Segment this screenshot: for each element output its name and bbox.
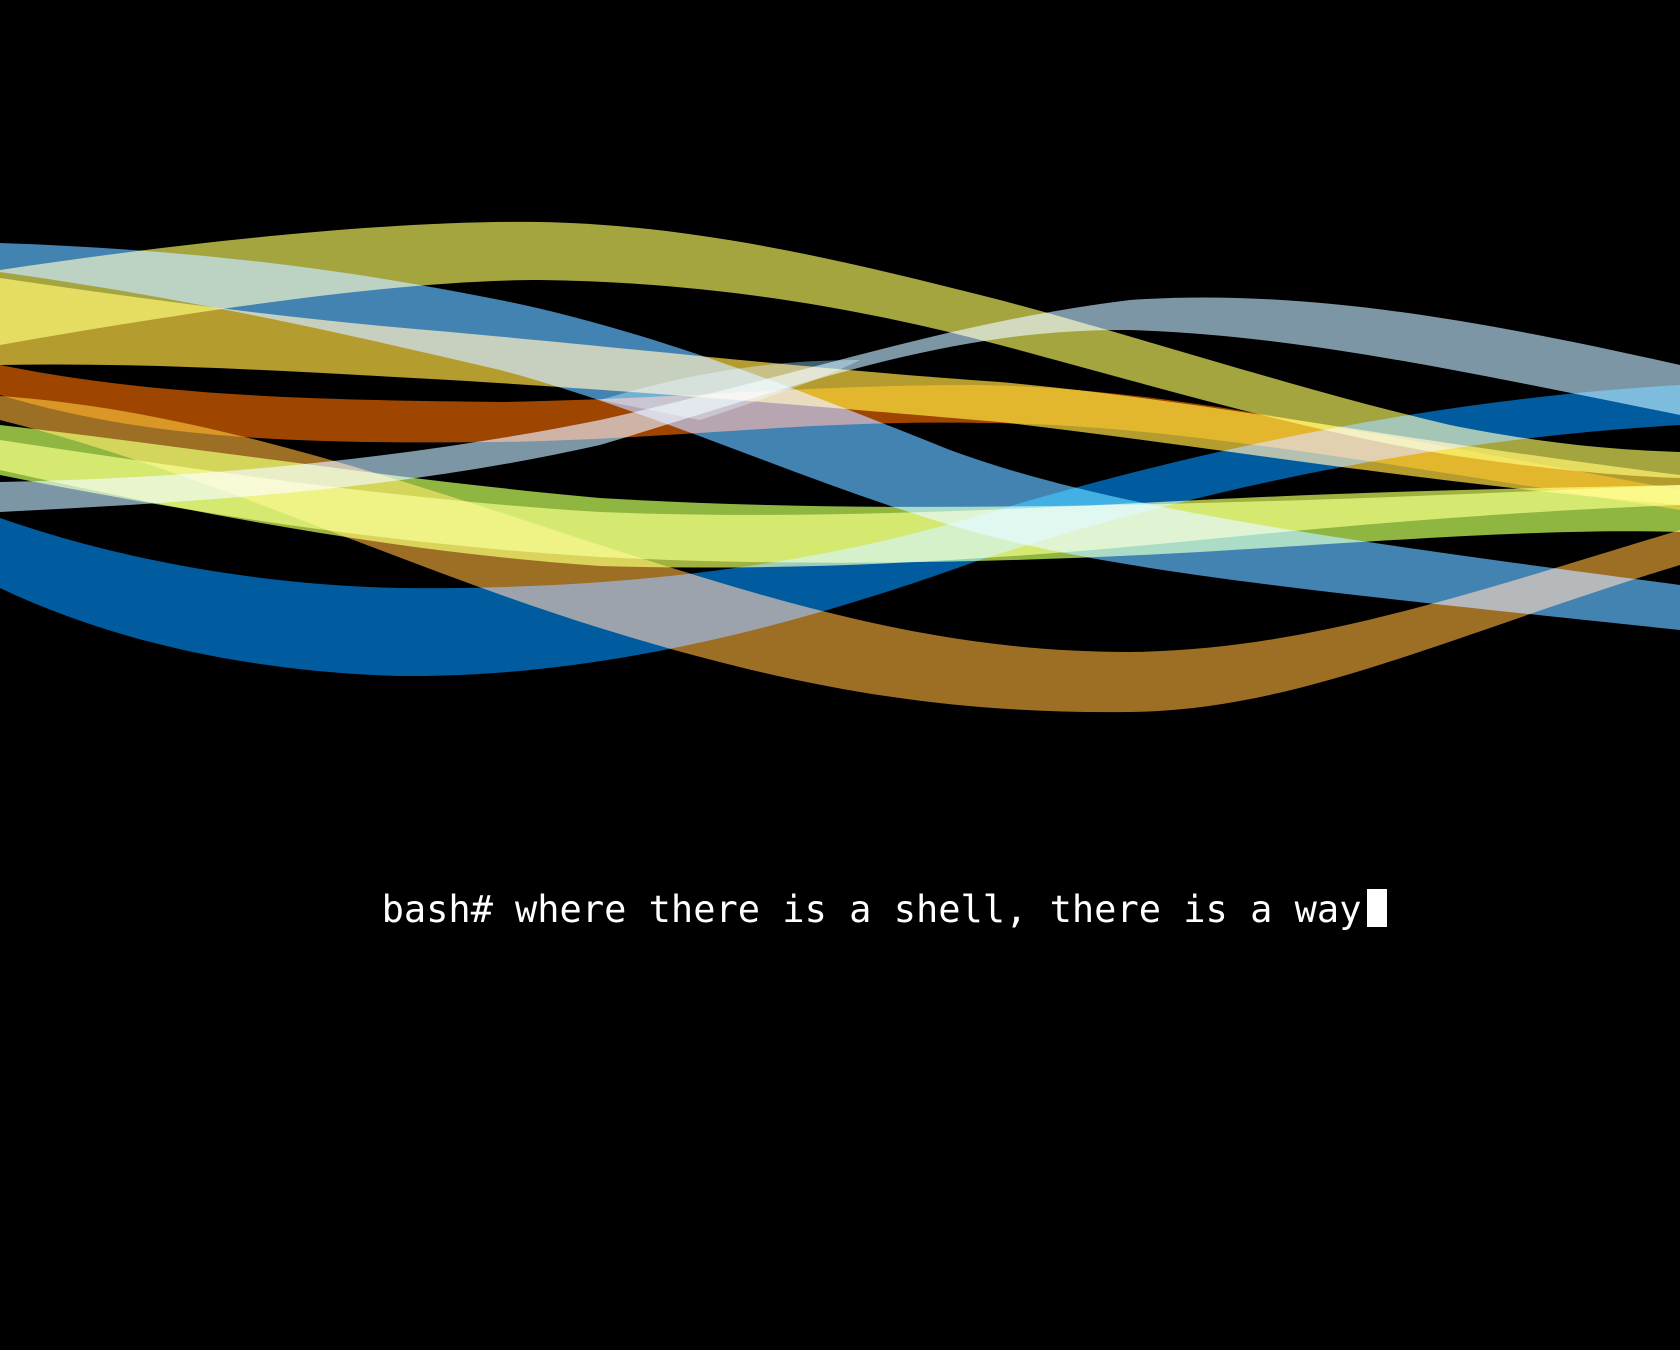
shell-prompt: bash# <box>381 888 493 931</box>
command-text: where there is a shell, there is a way <box>515 888 1362 931</box>
block-cursor-icon <box>1367 889 1387 927</box>
terminal-line <box>0 820 1680 1000</box>
